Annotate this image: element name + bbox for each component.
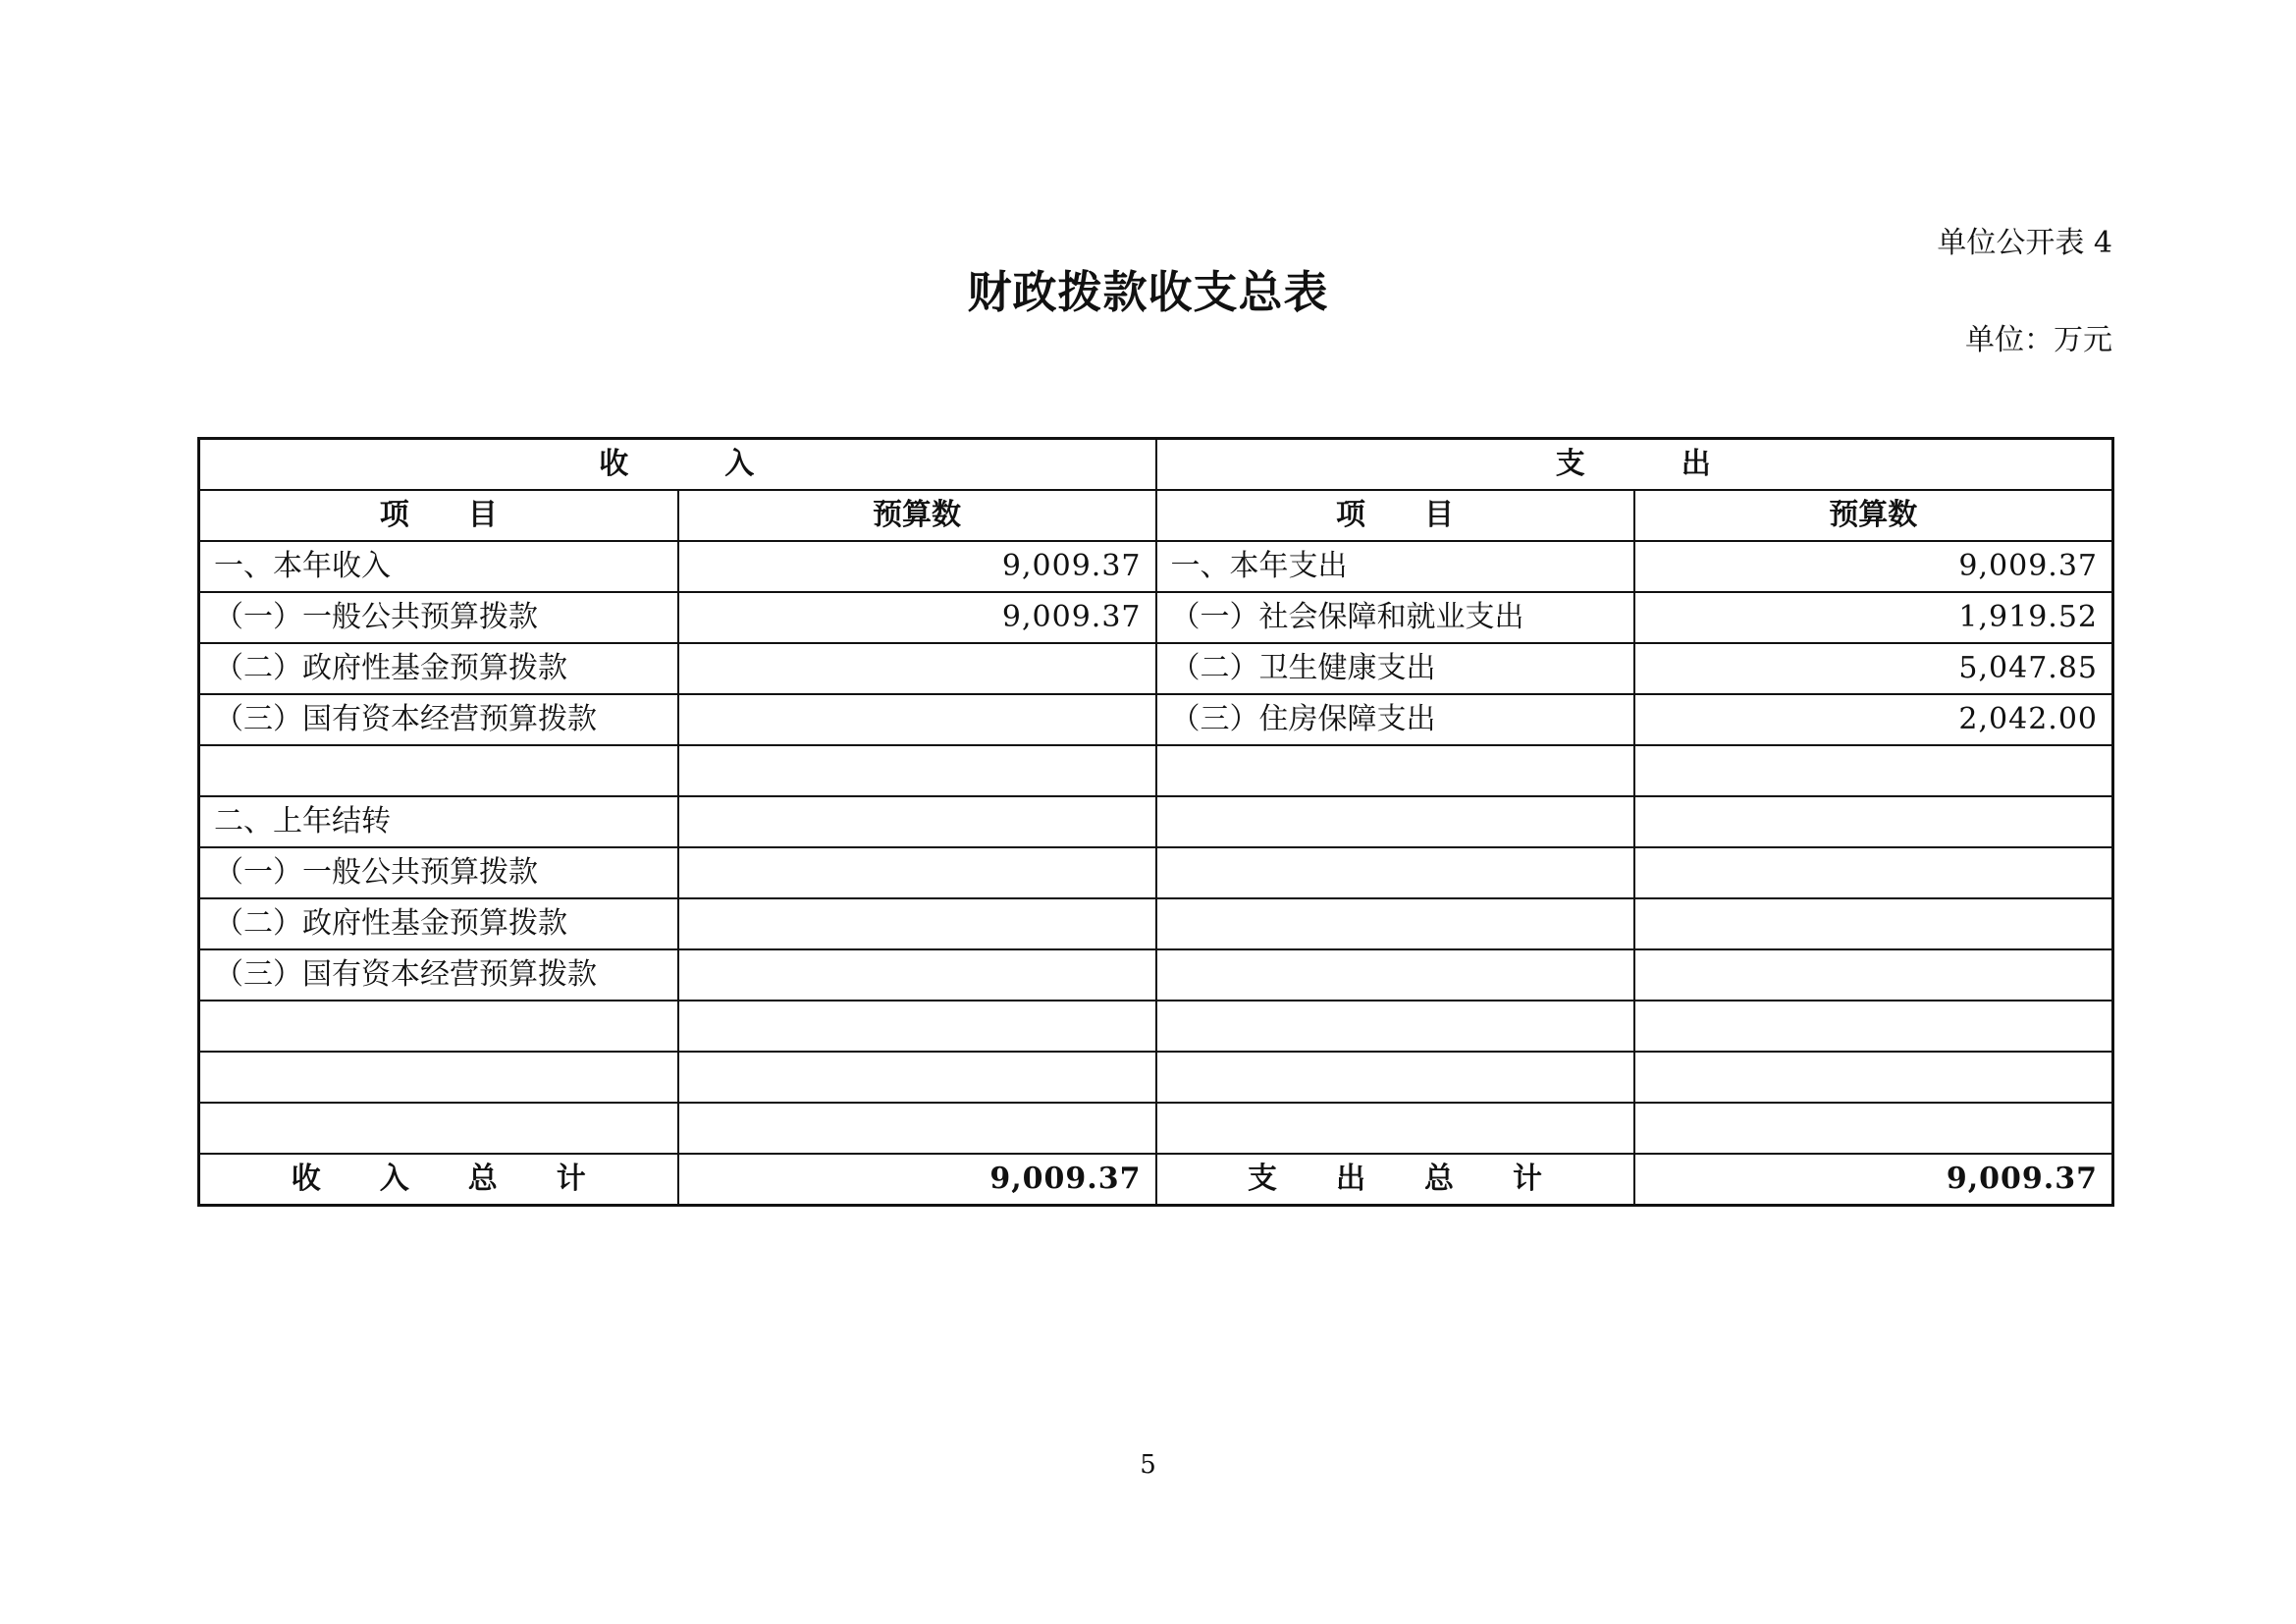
- budget-summary-table: [197, 437, 2114, 1207]
- income-amount-cell: [678, 1001, 1156, 1052]
- income-item-cell: （一）一般公共预算拨款: [199, 592, 678, 643]
- table-row: [199, 1103, 2113, 1154]
- income-amount-cell: [678, 796, 1156, 847]
- income-amount-cell: [678, 745, 1156, 796]
- expense-item-cell: [1156, 949, 1634, 1001]
- expense-item-cell: （三）住房保障支出: [1156, 694, 1634, 745]
- table-row: [199, 1052, 2113, 1103]
- income-item-cell: [199, 1052, 678, 1103]
- income-total-label: 收 入 总 计: [199, 1154, 678, 1206]
- income-item-cell: （三）国有资本经营预算拨款: [199, 694, 678, 745]
- table-body: [199, 439, 2113, 542]
- total-row: [199, 1154, 2113, 1206]
- expense-item-cell: [1156, 796, 1634, 847]
- table-data-rows: [199, 541, 2113, 1154]
- income-item-cell: （二）政府性基金预算拨款: [199, 643, 678, 694]
- expense-amount-cell: [1634, 1001, 2113, 1052]
- income-item-cell: （三）国有资本经营预算拨款: [199, 949, 678, 1001]
- expense-total-amount: 9,009.37: [1634, 1154, 2113, 1206]
- income-amount-cell: [678, 847, 1156, 898]
- expense-total-label: 支 出 总 计: [1156, 1154, 1634, 1206]
- table-row: [199, 1001, 2113, 1052]
- income-amount-cell: [678, 694, 1156, 745]
- income-item-cell: （二）政府性基金预算拨款: [199, 898, 678, 949]
- table-row: [199, 643, 2113, 694]
- income-item-cell: （一）一般公共预算拨款: [199, 847, 678, 898]
- page-number: 5: [1140, 1450, 1156, 1480]
- unit-label: 单位：万元: [1965, 323, 2112, 357]
- table-row: [199, 847, 2113, 898]
- expense-amount-cell: 2,042.00: [1634, 694, 2113, 745]
- income-amount-cell: 9,009.37: [678, 592, 1156, 643]
- income-amount-cell: [678, 643, 1156, 694]
- income-amount-cell: [678, 1052, 1156, 1103]
- expense-item-cell: 一、本年支出: [1156, 541, 1634, 592]
- expense-item-cell: [1156, 1103, 1634, 1154]
- expense-item-cell: [1156, 1052, 1634, 1103]
- expense-amount-cell: 1,919.52: [1634, 592, 2113, 643]
- expense-amount-cell: [1634, 949, 2113, 1001]
- income-amount-cell: [678, 898, 1156, 949]
- column-header-row: [199, 490, 2113, 541]
- income-budget-column-header: 预算数: [678, 490, 1156, 541]
- table-row: [199, 592, 2113, 643]
- expense-amount-cell: [1634, 796, 2113, 847]
- income-item-cell: [199, 1103, 678, 1154]
- expense-item-cell: [1156, 898, 1634, 949]
- expense-amount-cell: [1634, 898, 2113, 949]
- income-amount-cell: [678, 949, 1156, 1001]
- expense-amount-cell: 9,009.37: [1634, 541, 2113, 592]
- expense-section-header: 支 出: [1156, 439, 2113, 491]
- expense-amount-cell: [1634, 1052, 2113, 1103]
- table-row: [199, 796, 2113, 847]
- table-row: [199, 745, 2113, 796]
- expense-budget-column-header: 预算数: [1634, 490, 2113, 541]
- form-number: 单位公开表 4: [1937, 226, 2112, 260]
- expense-amount-cell: [1634, 847, 2113, 898]
- income-item-cell: [199, 745, 678, 796]
- expense-item-cell: [1156, 847, 1634, 898]
- income-section-header: 收 入: [199, 439, 1156, 491]
- income-item-column-header: 项 目: [199, 490, 678, 541]
- income-item-cell: [199, 1001, 678, 1052]
- section-header-row: [199, 439, 2113, 491]
- expense-amount-cell: 5,047.85: [1634, 643, 2113, 694]
- page-title: 财政拨款收支总表: [967, 266, 1329, 318]
- expense-item-cell: [1156, 1001, 1634, 1052]
- table-row: [199, 949, 2113, 1001]
- table-row: [199, 694, 2113, 745]
- income-amount-cell: 9,009.37: [678, 541, 1156, 592]
- income-item-cell: 二、上年结转: [199, 796, 678, 847]
- expense-amount-cell: [1634, 745, 2113, 796]
- expense-amount-cell: [1634, 1103, 2113, 1154]
- table-row: [199, 541, 2113, 592]
- expense-item-column-header: 项 目: [1156, 490, 1634, 541]
- income-item-cell: 一、本年收入: [199, 541, 678, 592]
- expense-item-cell: （一）社会保障和就业支出: [1156, 592, 1634, 643]
- expense-item-cell: （二）卫生健康支出: [1156, 643, 1634, 694]
- income-amount-cell: [678, 1103, 1156, 1154]
- expense-item-cell: [1156, 745, 1634, 796]
- income-total-amount: 9,009.37: [678, 1154, 1156, 1206]
- table-footer: [199, 1154, 2113, 1206]
- table-row: [199, 898, 2113, 949]
